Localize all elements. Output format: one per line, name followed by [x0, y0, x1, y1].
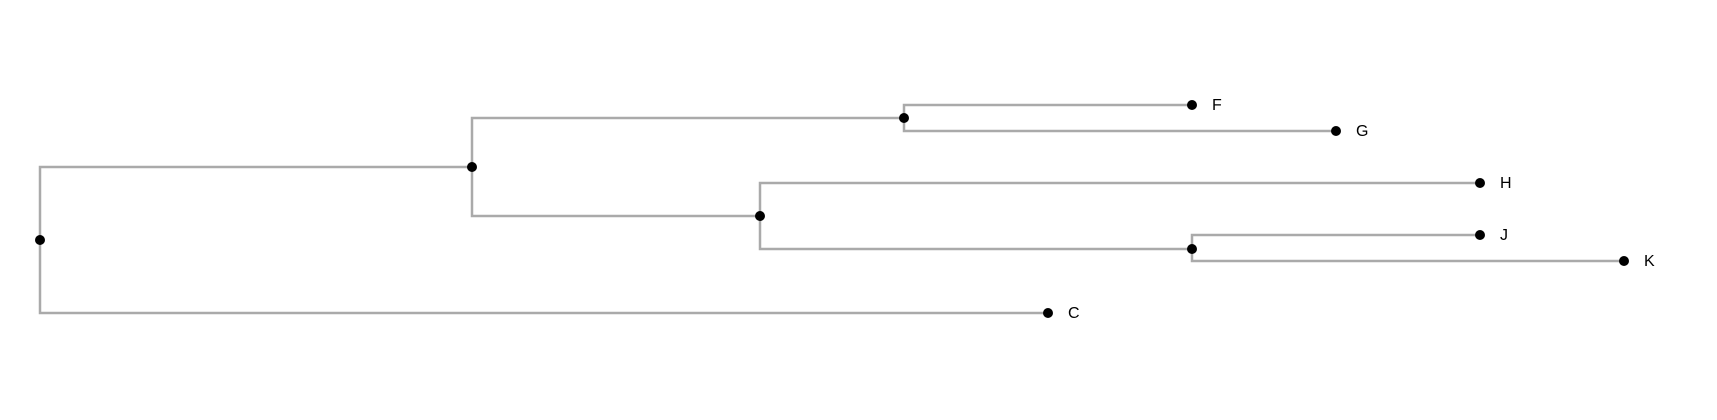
internal-node-n4 — [1187, 244, 1197, 254]
branch-n4-to-leaf-k — [1192, 249, 1624, 261]
branch-n3-to-leaf-h — [760, 183, 1480, 216]
internal-node-n1 — [467, 162, 477, 172]
branch-root-to-leaf-c — [40, 240, 1048, 313]
tree-nodes — [35, 100, 1629, 318]
leaf-node-leaf-j — [1475, 230, 1485, 240]
branch-root-to-n1 — [40, 167, 472, 240]
leaf-label-g: G — [1356, 123, 1369, 141]
branch-n1-to-n3 — [472, 167, 760, 216]
branch-n2-to-leaf-g — [904, 118, 1336, 131]
tree-branches — [40, 105, 1624, 313]
leaf-node-leaf-h — [1475, 178, 1485, 188]
leaf-label-j: J — [1500, 227, 1508, 245]
leaf-label-c: C — [1068, 305, 1080, 323]
leaf-label-f: F — [1212, 97, 1222, 115]
leaf-node-leaf-f — [1187, 100, 1197, 110]
branch-n2-to-leaf-f — [904, 105, 1192, 118]
internal-node-n2 — [899, 113, 909, 123]
branch-n1-to-n2 — [472, 118, 904, 167]
leaf-node-leaf-g — [1331, 126, 1341, 136]
leaf-label-h: H — [1500, 175, 1512, 193]
branch-n4-to-leaf-j — [1192, 235, 1480, 249]
internal-node-root — [35, 235, 45, 245]
internal-node-n3 — [755, 211, 765, 221]
leaf-node-leaf-k — [1619, 256, 1629, 266]
leaf-label-k: K — [1644, 253, 1655, 271]
leaf-node-leaf-c — [1043, 308, 1053, 318]
branch-n3-to-n4 — [760, 216, 1192, 249]
